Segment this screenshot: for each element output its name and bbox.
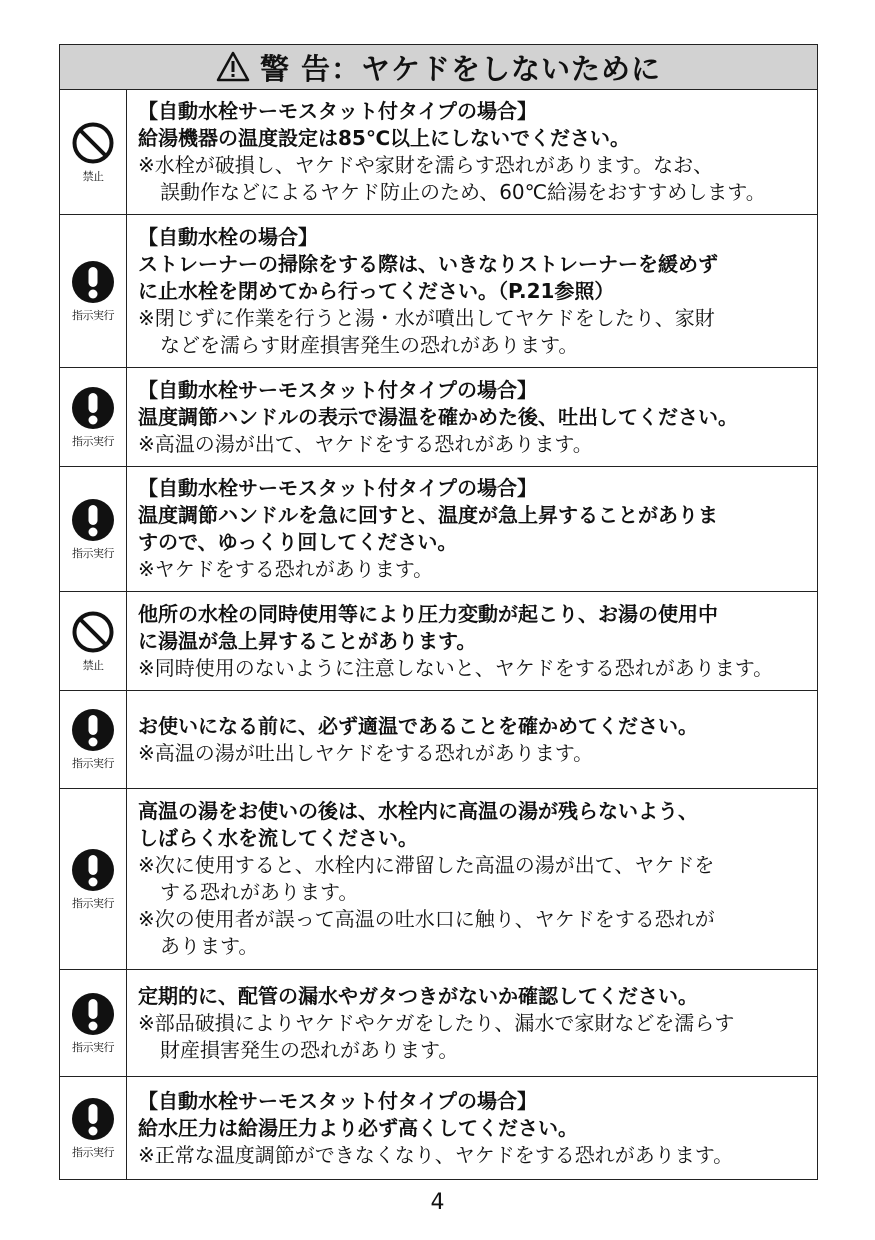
row-instruction: に湯温が急上昇することがあります。 [138,628,477,653]
row-heading: 【自動水栓サーモスタット付タイプの場合】 [138,1088,537,1113]
row-text [138,691,809,788]
mandatory-action-icon [71,498,115,542]
mandatory-action-icon [71,708,115,752]
mandatory-action-icon [71,848,115,892]
icon-label: 禁止 [82,658,104,672]
icon-cell [60,970,127,1076]
icon-label: 指示実行 [72,896,114,910]
row-note: ※高温の湯が吐出しヤケドをする恐れがあります。 [138,740,594,765]
row-note: する恐れがあります。 [160,880,359,904]
row-text [138,368,809,466]
row-text [138,970,809,1076]
row-instruction: 定期的に、配管の漏水やガタつきがないか確認してください。 [138,983,698,1008]
prohibition-icon [71,121,115,165]
row-note: 財産損害発生の恐れがあります。 [160,1037,459,1062]
row-instruction: すので、ゆっくり回してください。 [138,530,458,554]
icon-cell [60,467,127,591]
row-text [138,1077,809,1179]
row-text [138,90,809,214]
warning-row [60,90,817,215]
icon-cell [60,1077,127,1179]
warning-row [60,592,817,691]
warning-row [60,691,817,789]
row-text [138,592,809,690]
row-instruction: ストレーナーの掃除をする際は、いきなりストレーナーを緩めず [138,251,718,276]
warning-row [60,467,817,592]
row-note: ※閉じずに作業を行うと湯・水が噴出してヤケドをしたり、家財 [138,305,715,330]
row-note: 誤動作などによるヤケド防止のため、60℃給湯をおすすめします。 [160,180,766,204]
warning-row [60,1077,817,1179]
row-note: ※ヤケドをする恐れがあります。 [138,557,434,581]
row-note: ※同時使用のないように注意しないと、ヤケドをする恐れがあります。 [138,655,774,680]
row-instruction: 給湯機器の温度設定は85℃以上にしないでください。 [138,126,631,150]
row-note: ※高温の湯が出て、ヤケドをする恐れがあります。 [138,431,593,456]
row-instruction: しばらく水を流してください。 [138,826,418,850]
row-text [138,467,809,591]
row-note: などを濡らす財産損害発生の恐れがあります。 [160,332,579,357]
icon-label: 指示実行 [72,308,114,322]
row-instruction: 温度調節ハンドルを急に回すと、温度が急上昇することがありま [138,503,718,527]
mandatory-action-icon [71,260,115,304]
row-instruction: に止水栓を閉めてから行ってください。（P.21参照） [138,278,615,303]
prohibition-icon [71,610,115,654]
warning-row [60,215,817,368]
icon-cell [60,90,127,214]
row-heading: 【自動水栓サーモスタット付タイプの場合】 [138,476,537,500]
icon-label: 指示実行 [72,434,114,448]
row-heading: 【自動水栓サーモスタット付タイプの場合】 [138,99,537,123]
row-note: ※正常な温度調節ができなくなり、ヤケドをする恐れがあります。 [138,1142,734,1167]
icon-cell [60,368,127,466]
row-note: あります。 [160,934,259,958]
row-instruction: 高温の湯をお使いの後は、水栓内に高温の湯が残らないよう、 [138,799,698,823]
icon-cell [60,691,127,788]
row-heading: 【自動水栓の場合】 [138,224,318,249]
row-instruction: 給水圧力は給湯圧力より必ず高くしてください。 [138,1115,578,1140]
icon-label: 指示実行 [72,1040,114,1054]
page-number: 4 [430,1190,445,1215]
mandatory-action-icon [71,386,115,430]
row-note: ※部品破損によりヤケドやケガをしたり、漏水で家財などを濡らす [138,1010,735,1035]
icon-label: 指示実行 [72,546,114,560]
row-heading: 【自動水栓サーモスタット付タイプの場合】 [138,377,537,402]
row-note: ※次の使用者が誤って高温の吐水口に触り、ヤケドをする恐れが [138,907,715,931]
row-text [138,789,809,969]
icon-cell [60,789,127,969]
warning-header [60,45,817,90]
warning-triangle-icon [216,51,250,83]
row-note: ※水栓が破損し、ヤケドや家財を濡らす恐れがあります。なお、 [138,153,714,177]
mandatory-action-icon [71,992,115,1036]
row-instruction: 他所の水栓の同時使用等により圧力変動が起こり、お湯の使用中 [138,601,718,626]
warning-row [60,789,817,970]
icon-label: 指示実行 [72,757,114,770]
warning-table [59,44,818,1180]
icon-cell [60,592,127,690]
warning-row [60,970,817,1077]
row-instruction: お使いになる前に、必ず適温であることを確かめてください。 [138,713,698,738]
mandatory-action-icon [71,1097,115,1141]
warning-row [60,368,817,467]
row-note: ※次に使用すると、水栓内に滞留した高温の湯が出て、ヤケドを [138,853,715,877]
row-instruction: 温度調節ハンドルの表示で湯温を確かめた後、吐出してください。 [138,404,738,429]
icon-label: 指示実行 [72,1145,114,1159]
icon-label: 禁止 [82,169,104,183]
icon-cell [60,215,127,367]
row-text [138,215,809,367]
warning-title: 警 告：ヤケドをしないために [259,51,662,86]
